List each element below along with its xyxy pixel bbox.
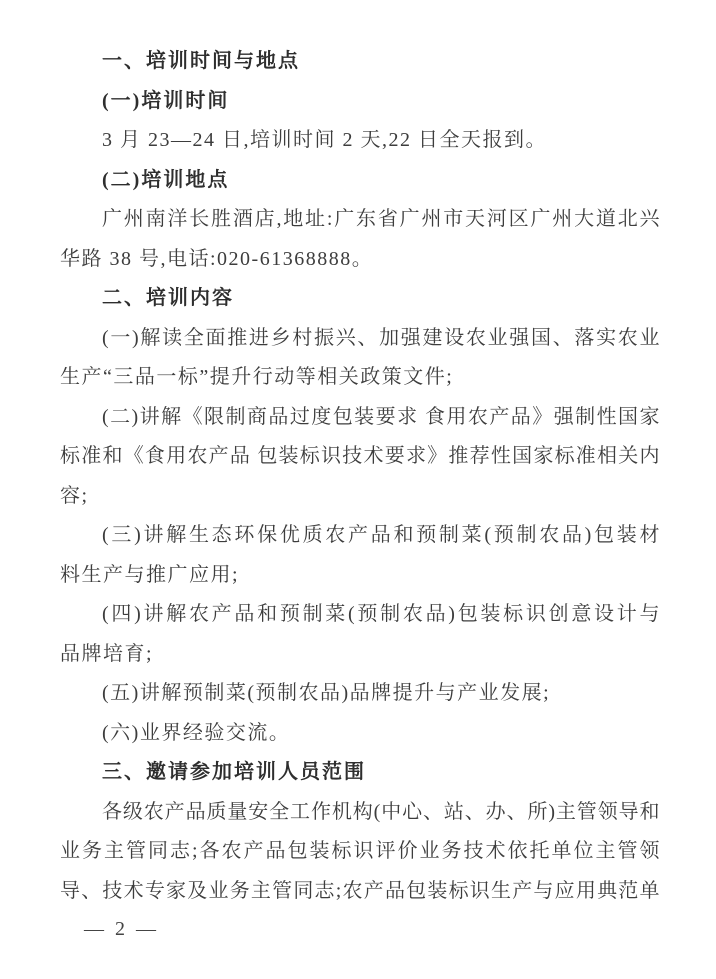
page-number: — 2 —	[84, 918, 159, 940]
text-line: 料生产与推广应用;	[60, 563, 240, 586]
text-line: 三、邀请参加培训人员范围	[102, 761, 366, 783]
text-line: 品牌培育;	[60, 642, 154, 665]
text-line: 二、培训内容	[102, 287, 234, 309]
text-line: 华路 38 号,电话:020-61368888。	[60, 247, 374, 270]
text-line: (一)培训时间	[102, 89, 230, 112]
text-line: (一)解读全面推进乡村振兴、加强建设农业强国、落实农业	[102, 326, 660, 349]
text-line: 业务主管同志;各农产品包装标识评价业务技术依托单位主管领	[60, 840, 660, 862]
text-line: 3 月 23—24 日,培训时间 2 天,22 日全天报到。	[102, 129, 547, 151]
document-body	[60, 42, 660, 911]
text-line: 一、培训时间与地点	[102, 50, 300, 72]
text-line: (六)业界经验交流。	[102, 721, 291, 744]
text-line: (四)讲解农产品和预制菜(预制农品)包装标识创意设计与	[102, 603, 660, 625]
text-line: 标准和《食用农产品 包装标识技术要求》推荐性国家标准相关内	[60, 445, 660, 467]
text-line: 广州南洋长胜酒店,地址:广东省广州市天河区广州大道北兴	[102, 208, 660, 230]
text-line: 生产“三品一标”提升行动等相关政策文件;	[60, 366, 454, 388]
text-line: (三)讲解生态环保优质农产品和预制菜(预制农品)包装材	[102, 524, 660, 546]
text-line: (二)培训地点	[102, 168, 230, 191]
text-line: (二)讲解《限制商品过度包装要求 食用农产品》强制性国家	[102, 405, 660, 428]
text-line: (五)讲解预制菜(预制农品)品牌提升与产业发展;	[102, 682, 551, 704]
text-line: 导、技术专家及业务主管同志;农产品包装标识生产与应用典范单	[60, 879, 660, 902]
text-line: 容;	[60, 484, 89, 507]
text-line: 各级农产品质量安全工作机构(中心、站、办、所)主管领导和	[102, 800, 660, 823]
